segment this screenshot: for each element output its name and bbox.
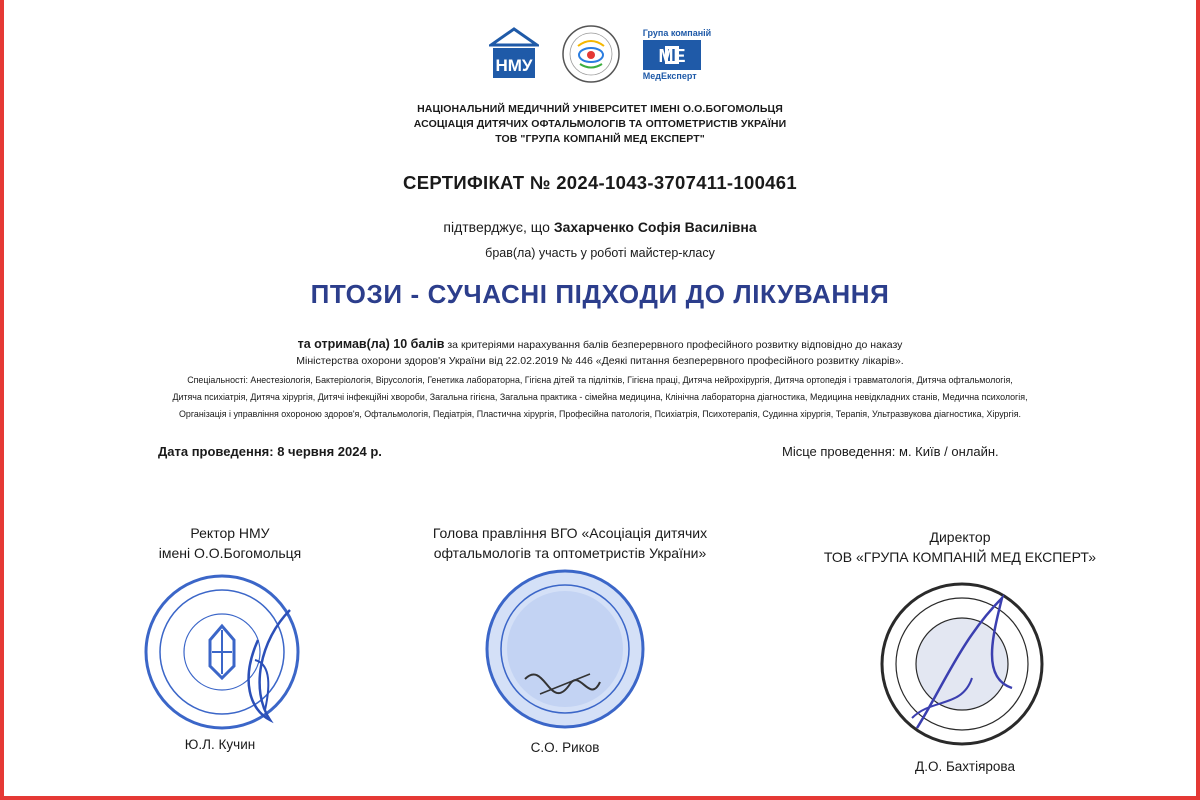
signatory-director-name: Д.О. Бахтіярова	[915, 759, 1015, 774]
signatory-title-line: Ректор НМУ	[190, 525, 270, 541]
signatory-title-line: офтальмологів та оптометристів України»	[433, 545, 707, 561]
medexpert-logo	[643, 28, 711, 81]
nmu-logo-text: НМУ	[495, 56, 533, 75]
specialties-line: Організація і управління охороною здоров'я, Офтальмологія, Педіатрія, Пластична хірургія, Професійна патологія, Психіатрія, Психотерапія, Судинна хірургія, Терапія, Ультразвукова діагностика, Хірургія.	[179, 409, 1021, 419]
specialties-line: Спеціальності: Анестезіологія, Бактеріологія, Вірусологія, Генетика лабораторна, Гігієна дітей та підлітків, Гігієна праці, Дитяча нейрохірургія, Дитяча ортопедія і травматологія, Дитяча офтальмологія,	[187, 375, 1013, 385]
signatory-title-line: імені О.О.Богомольця	[158, 545, 302, 561]
points-awarded: та отримав(ла) 10 балів	[297, 337, 445, 351]
certificate-title: СЕРТИФІКАТ № 2024-1043-3707411-100461	[403, 172, 797, 193]
event-date: Дата проведення: 8 червня 2024 р.	[158, 444, 382, 459]
nmu-stamp	[140, 570, 310, 740]
organization-line: НАЦІОНАЛЬНИЙ МЕДИЧНИЙ УНІВЕРСИТЕТ ІМЕНІ О.О.БОГОМОЛЬЦЯ	[417, 103, 783, 115]
signatory-rector-title	[110, 523, 350, 563]
organizations-header	[0, 102, 1200, 147]
medexpert-mark: МЕ	[658, 45, 686, 66]
organization-line: ТОВ "ГРУПА КОМПАНІЙ МЕД ЕКСПЕРТ"	[495, 133, 705, 145]
confirmation-line	[0, 219, 1200, 235]
signatory-rector-name: Ю.Л. Кучин	[184, 737, 256, 752]
signatory-association-name: С.О. Риков	[530, 740, 600, 755]
points-order-reference: Міністерства охорони здоров'я України від 22.02.2019 № 446 «Деякі питання безперервного професійного розвитку лікарів».	[296, 355, 904, 367]
medexpert-stamp	[872, 578, 1052, 750]
nmu-logo	[489, 27, 539, 81]
specialties-line: Дитяча психіатрія, Дитяча хірургія, Дитячі інфекційні хвороби, Загальна гігієна, Загальна практика - сімейна медицина, Клінічна лабораторна діагностика, Медицина невідкладних станів, Медична психологія,	[172, 392, 1028, 402]
logo-row	[0, 24, 1200, 84]
points-statement	[0, 336, 1200, 369]
participant-name: Захарченко Софія Василівна	[553, 219, 757, 235]
points-criteria: за критеріями нарахування балів безперервного професійного розвитку відповідно до наказу	[444, 339, 903, 351]
signatory-director-title	[800, 527, 1120, 567]
organization-line: АСОЦІАЦІЯ ДИТЯЧИХ ОФТАЛЬМОЛОГІВ ТА ОПТОМЕТРИСТІВ УКРАЇНИ	[413, 118, 787, 130]
participation-line: брав(ла) участь у роботі майстер-класу	[485, 246, 715, 260]
confirmation-prefix: підтверджує, що	[443, 219, 554, 235]
event-place: Місце проведення: м. Київ / онлайн.	[782, 444, 999, 459]
signatory-title-line: ТОВ «ГРУПА КОМПАНІЙ МЕД ЕКСПЕРТ»	[823, 549, 1097, 565]
medexpert-name: МедЕксперт	[642, 70, 697, 81]
signatory-association-title	[380, 523, 760, 563]
signatory-title-line: Голова правління ВГО «Асоціація дитячих	[432, 525, 708, 541]
association-stamp	[480, 564, 650, 734]
specialties-list	[60, 372, 1140, 423]
medexpert-group-label: Група компаній	[642, 27, 712, 38]
association-logo	[561, 24, 621, 84]
course-title: ПТОЗИ - СУЧАСНІ ПІДХОДИ ДО ЛІКУВАННЯ	[310, 279, 890, 309]
signatory-title-line: Директор	[929, 529, 991, 545]
